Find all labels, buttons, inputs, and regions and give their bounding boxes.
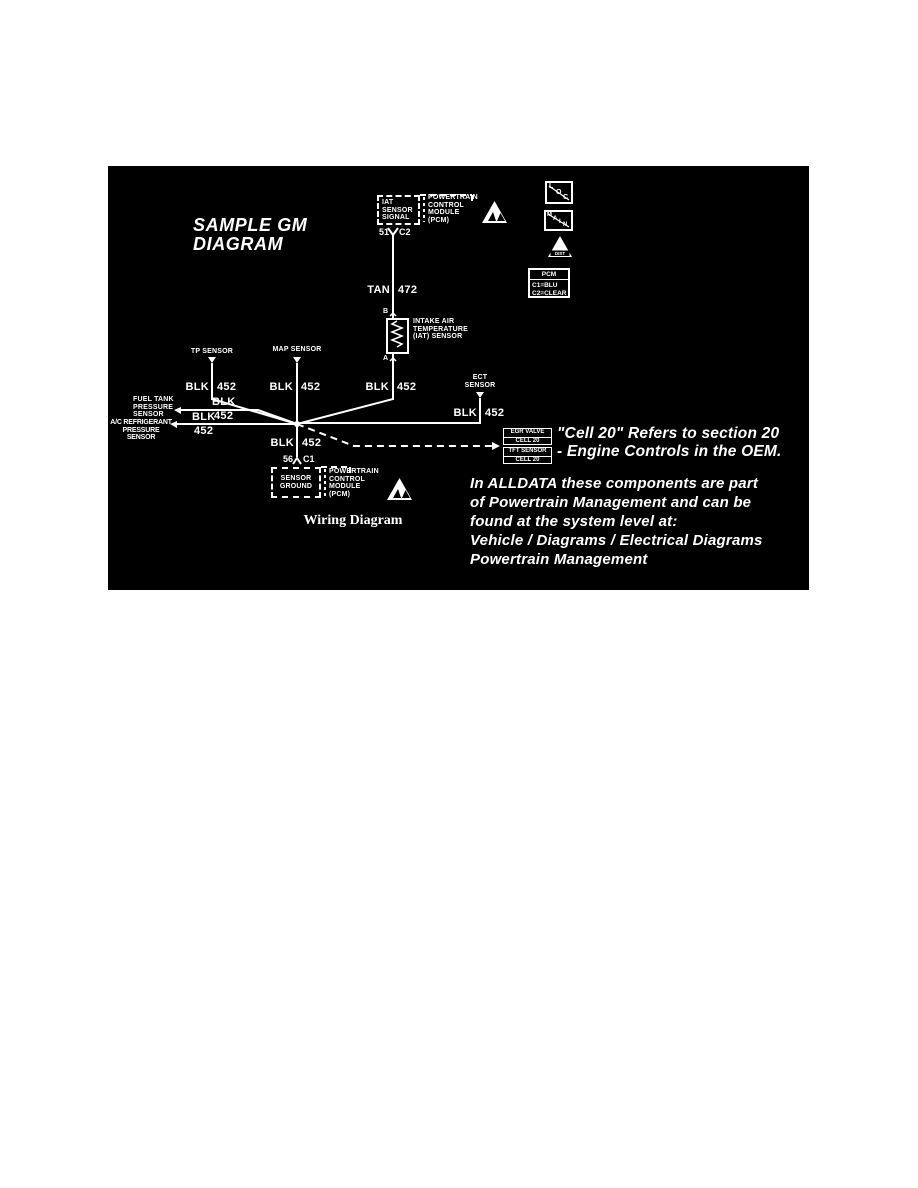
diagram-caption: Wiring Diagram (303, 513, 403, 528)
loc-hotlink-icon (545, 181, 573, 204)
alldata-line3: found at the system level at: (470, 513, 678, 530)
ground-wire-circuit: 452 (302, 437, 322, 449)
pcm-bottom-label-line3: MODULE (PCM) (329, 483, 361, 498)
iat-pin-a: A (383, 355, 389, 362)
main-letter-m: M (547, 212, 552, 218)
tp-wire-color: BLK (185, 381, 209, 393)
fuel-label-line2: PRESSURE (133, 403, 174, 411)
egr-cell-line2: CELL 20 (515, 437, 540, 444)
sensor-ground-line2: GROUND (279, 482, 313, 490)
map-wire-circuit: 452 (301, 381, 321, 393)
iat-label-line1: INTAKE AIR (413, 318, 455, 325)
pcm-legend-title: PCM (530, 270, 568, 280)
cell20-note-line1: "Cell 20" Refers to section 20 (557, 425, 780, 442)
fuel-label-line3: SENSOR (133, 411, 164, 418)
alldata-line4: Vehicle / Diagrams / Electrical Diagrams (470, 532, 763, 549)
ect-label-line1: ECT (472, 374, 488, 381)
ground-connector-c1: C1 (303, 454, 315, 464)
ect-connector-arrow (476, 392, 484, 398)
pcm-bottom-label (329, 468, 383, 498)
iat-signal-line2: SENSOR (382, 206, 413, 214)
map-connector-arrow (293, 357, 301, 363)
splice-junction (294, 421, 300, 427)
egr-cell-line1: EGR VALVE (504, 429, 551, 438)
iat-lead-wire-color: BLK (365, 381, 389, 393)
connector-y-symbol (388, 228, 398, 235)
pcm-top-label-line1: POWERTRAIN (428, 194, 478, 201)
fuel-wire-circuit: 452 (214, 410, 234, 422)
ect-sensor-label (456, 374, 504, 389)
main-letter-i: I (559, 219, 561, 225)
pcm-top-label-line2: CONTROL (428, 201, 465, 209)
ect-wire-color: BLK (453, 407, 477, 419)
map-wire-color: BLK (269, 381, 293, 393)
fuel-connector-arrow (174, 407, 181, 414)
egr-cell-box (503, 428, 552, 445)
pcm-legend-row1: C1=BLU (532, 281, 558, 289)
fuel-wire-color: BLK (212, 396, 236, 408)
esd-warning-icon (481, 200, 508, 224)
main-letter-n: N (563, 222, 568, 228)
dashed-link-line (297, 424, 492, 446)
ground-pin-56: 56 (282, 454, 293, 464)
tft-cell-box (503, 447, 552, 464)
dashed-link-arrowhead (492, 442, 500, 450)
pcm-pin-51: 51 (378, 227, 389, 237)
iat-signal-line3: SIGNAL (382, 214, 410, 221)
ac-wire-circuit: 452 (194, 425, 214, 437)
ground-wire-color: BLK (270, 437, 294, 449)
dist-triangle-icon (547, 235, 573, 258)
ect-wire-circuit: 452 (485, 407, 505, 419)
alldata-line5: Powertrain Management (470, 551, 648, 568)
ac-label-line1: A/C REFRIGERANT (110, 419, 172, 426)
fuel-label-line1: FUEL TANK (133, 396, 174, 403)
page-title-line2: DIAGRAM (193, 234, 284, 254)
page-title-line1: SAMPLE GM (193, 215, 308, 235)
cell20-note-line2: - Engine Controls in the OEM. (557, 443, 782, 460)
pcm-legend-row2: C2=CLEAR (532, 289, 567, 297)
alldata-line1: In ALLDATA these components are part (470, 475, 759, 492)
iat-pin-b: B (383, 308, 389, 315)
pcm-top-label (428, 194, 482, 224)
pcm-bottom-label-line1: POWERTRAIN (329, 468, 379, 475)
connector-lambda-symbol (293, 458, 301, 464)
iat-signal-dashed-box (377, 195, 420, 225)
fuel-sensor-label (133, 396, 174, 419)
esd-warning-icon (386, 477, 413, 501)
ac-wire-color: BLK (192, 411, 216, 423)
iat-sensor-label (413, 318, 468, 341)
map-sensor-label: MAP SENSOR (272, 346, 322, 353)
loc-letter-l: L (549, 183, 554, 190)
iat-signal-line1: IAT (382, 199, 394, 206)
loc-letter-o: O (556, 189, 562, 196)
tp-sensor-label: TP SENSOR (190, 348, 234, 355)
pcm-bottom-label-line2: CONTROL (329, 475, 366, 483)
main-letter-a: A (553, 216, 558, 222)
ac-label-line3: SENSOR (126, 434, 156, 441)
alldata-note (470, 474, 763, 569)
ac-sensor-label (110, 419, 172, 442)
tp-wire-circuit: 452 (217, 381, 237, 393)
iat-label-line3: (IAT) SENSOR (413, 333, 463, 340)
pcm-top-label-line3: MODULE (PCM) (428, 209, 460, 224)
iat-label-line2: TEMPERATURE (413, 325, 468, 333)
tp-connector-arrow (208, 357, 216, 363)
iat-sensor-box (386, 318, 409, 354)
ac-label-line2: PRESSURE (122, 426, 160, 434)
pcm-connector-c2: C2 (399, 227, 411, 237)
loc-letter-c: C (563, 194, 569, 201)
sensor-ground-line1: SENSOR (280, 475, 312, 482)
alldata-line2: of Powertrain Management and can be (470, 494, 752, 511)
sensor-ground-dashed-box (271, 467, 321, 498)
main-hotlink-icon (544, 210, 573, 231)
ect-label-line2: SENSOR (464, 381, 496, 389)
iat-lead-wire-circuit: 452 (397, 381, 417, 393)
wire-label-472: 472 (398, 284, 418, 296)
tft-cell-line1: TFT SENSOR (504, 448, 551, 457)
pcm-connector-legend (528, 268, 570, 298)
wire-label-tan: TAN (367, 284, 390, 296)
tft-cell-line2: CELL 20 (515, 456, 540, 463)
wiring-diagram-panel (108, 166, 809, 590)
dist-label: DIST (554, 251, 566, 257)
page-title (193, 216, 307, 254)
